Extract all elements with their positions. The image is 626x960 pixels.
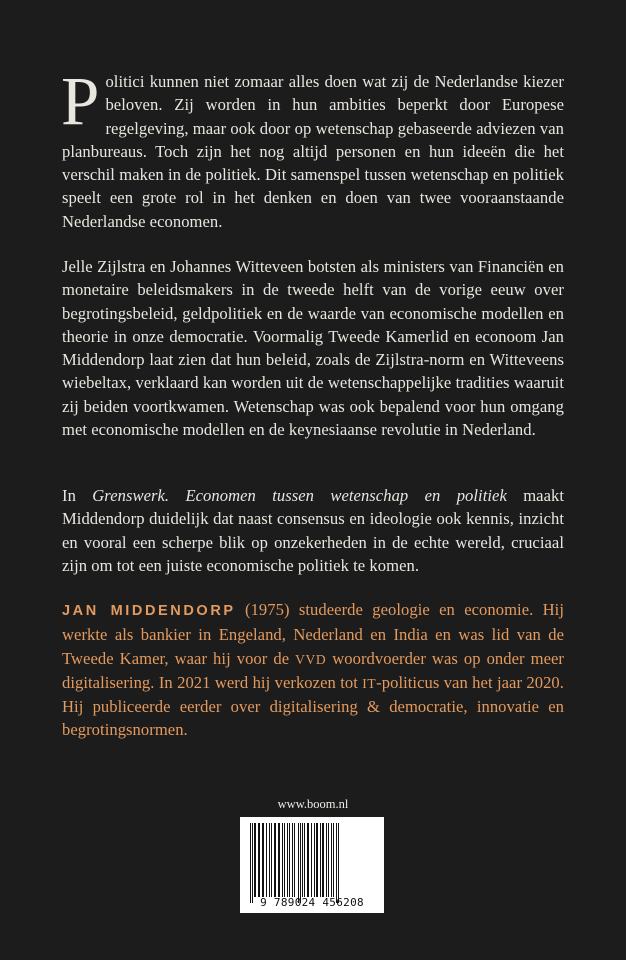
barcode-bar	[252, 823, 253, 903]
barcode-bar	[322, 823, 324, 897]
author-bio-part-1: (1975) studeerde geologie en economie. Hij werkte als bankier in Engeland, Nederland en India en was lid van de Tweede Kamer, waar hij voor de	[62, 600, 565, 668]
author-bio	[62, 598, 564, 742]
author-bio-part-3: -politicus van het jaar 2020. Hij publiceerde eerder over digitalisering & democratie, innovatie en begrotingsnormen.	[62, 672, 564, 740]
barcode-bar	[289, 823, 290, 897]
isbn-number: 9 789024 456208	[260, 896, 364, 909]
barcode-bar	[326, 823, 327, 897]
barcode-bar	[300, 823, 301, 903]
barcode-bar	[262, 823, 264, 897]
blurb-paragraph-3-prefix: In	[62, 486, 93, 505]
book-title: Grenswerk. Economen tussen wetenschap en politiek	[92, 486, 507, 505]
barcode-bar	[266, 823, 267, 897]
blurb-paragraph-3-suffix: maakt Middendorp duidelijk dat naast consensus en ideologie ook kennis, inzicht en vooral een scherpe blik op onzekerheden in de echte wereld, cruciaal zijn om tot een juiste economische politiek te komen.	[62, 486, 564, 575]
barcode-bar	[311, 823, 312, 897]
barcode-bar	[282, 823, 283, 897]
barcode-bar	[278, 823, 280, 897]
barcode-bar	[274, 823, 276, 897]
barcode-bar	[250, 823, 251, 903]
barcode-bar	[294, 823, 295, 897]
blurb-paragraph-3	[62, 484, 564, 577]
author-bio-part-2: woordvoerder was op onder meer digitalisering. In 2021 werd hij verkozen tot	[62, 648, 564, 692]
barcode-bar	[298, 823, 299, 903]
barcode-bar	[307, 823, 309, 897]
barcode-bar	[331, 823, 332, 897]
author-name: JAN MIDDENDORP	[62, 603, 236, 619]
barcode-bar	[302, 823, 303, 897]
barcode-bar	[328, 823, 329, 897]
blurb-paragraph-1	[61, 63, 564, 233]
barcode-bar	[320, 823, 321, 897]
barcode-bar	[338, 823, 339, 903]
barcode-bar	[304, 823, 305, 897]
barcode-bar	[284, 823, 285, 897]
drop-cap: P	[61, 63, 100, 139]
barcode-bar	[271, 823, 272, 897]
barcode-bar	[269, 823, 270, 897]
isbn-barcode	[240, 817, 384, 913]
barcode-bar	[258, 823, 260, 897]
blurb-paragraph-1-text: olitici kunnen niet zomaar alles doen wat zij de Nederlandse kiezer beloven. Zij worden in hun ambities beperkt door Europese regelgeving, maar ook door op wetenschap gebaseerde adviezen van planbureaus. Toch zijn het nog altijd personen en hun ideeën die het verschil maken in de politiek. Dit samenspel tussen wetenschap en politiek speelt een grote rol in het denken en doen van twee vooraanstaande Nederlandse economen.	[62, 72, 564, 231]
barcode-bar	[333, 823, 334, 897]
party-abbreviation: VVD	[295, 651, 327, 667]
barcode-bar	[314, 823, 315, 897]
barcode-bar	[254, 823, 256, 897]
barcode-bar	[316, 823, 318, 897]
blurb-paragraph-2: Jelle Zijlstra en Johannes Witteveen botsten als ministers van Financiën en monetaire beleidsmakers in de tweede helft van de vorige eeuw over begrotingsbeleid, geldpolitiek en de waarde van economische modellen en theorie in onze democratie. Voormalig Tweede Kamerlid en econoom Jan Middendorp laat zien dat hun beleid, zoals de Zijlstra-norm en Witteveens wiebeltax, verklaard kan worden uit de wetenschappelijke tradities waaruit zij beiden voortkwamen. Wetenschap was ook bepalend voor hun omgang met economische modellen en de keynesiaanse revolutie in Nederland.	[62, 257, 564, 440]
barcode-bar	[336, 823, 337, 903]
publisher-website: www.boom.nl	[277, 797, 349, 811]
barcode-bar	[292, 823, 293, 897]
it-abbreviation: IT	[362, 675, 377, 691]
barcode-bar	[287, 823, 288, 897]
